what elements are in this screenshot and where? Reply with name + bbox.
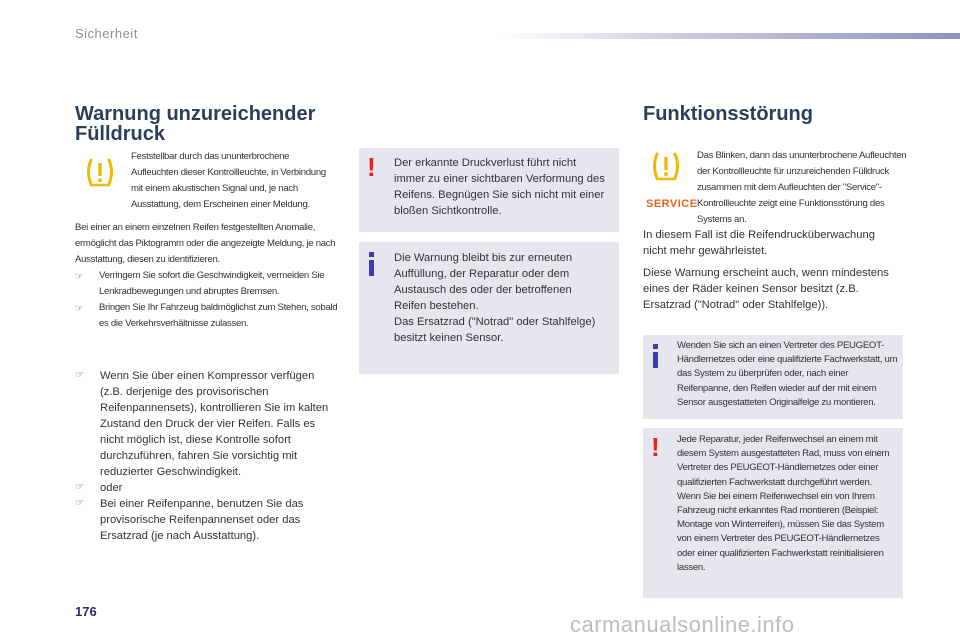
list-item: ☞ Bringen Sie Ihr Fahrzeug baldmöglichst zum Stehen, sobald es die Verkehrsverhältnisse zulassen. <box>75 300 340 332</box>
right-warning-box-text <box>677 433 899 575</box>
info-box-paragraph-2: Das Ersatzrad ("Notrad" oder Stahlfelge) besitzt keinen Sensor. <box>394 316 596 344</box>
warning-mark-icon: ! <box>367 152 376 182</box>
middle-warning-box <box>359 148 619 232</box>
warning-paragraph-1: Jede Reparatur, jeder Reifenwechsel an einem mit diesem System ausgestatteten Rad, muss von einem Vertreter des PEUGEOT-Händlernetzes oder einer qualifizierten Fachwerkstatt durchgeführt werden. <box>677 434 890 488</box>
left-paragraph-1 <box>75 220 340 332</box>
list-item-or: ☞ oder <box>75 480 340 496</box>
watermark: carmanualsonline.info <box>570 612 795 637</box>
right-info-box-text: Wenden Sie sich an einen Vertreter des PEUGEOT-Händlernetzes oder eine qualifizierte Fachwerkstatt, um das System zu überprüfen oder, nach einer Reifenpanne, den Reifen wieder auf der mit einem Sensor ausgestatteten Originalfelge zu montieren. <box>677 340 898 408</box>
service-warning-icon: SERVICE <box>646 198 698 210</box>
warning-paragraph-2: Wenn Sie bei einem Reifenwechsel ein von Ihrem Fahrzeug nicht erkanntes Rad montieren (Beispiel: Montage von Winterreifen), müssen Sie das System von einem Vertreter des PEUGEOT-Händlernetzes oder einer qualifizierten Fachwerkstatt reinitialisieren lassen. <box>677 490 884 573</box>
right-paragraph-1: In diesem Fall ist die Reifendrucküberwachung nicht mehr gewährleistet. <box>643 229 875 257</box>
info-box-paragraph-1: Die Warnung bleibt bis zur erneuten Auffüllung, der Reparatur oder dem Austausch des oder der betroffenen Reifen bestehen. <box>394 252 573 312</box>
right-paragraph-2: Diese Warnung erscheint auch, wenn mindestens eines der Räder keinen Sensor besitzt (z.B. Ersatzrad ("Notrad" oder Stahlfelge)). <box>643 267 889 311</box>
info-box-text <box>394 250 606 346</box>
small-bullet-list <box>75 268 340 332</box>
warning-mark-icon: ! <box>651 432 660 462</box>
left-action-list <box>75 368 340 544</box>
left-icon-caption: Feststellbar durch das ununterbrochene Aufleuchten dieser Kontrollleuchte, in Verbindung mit einem akustischen Signal und, je nach Ausstattung, dem Erscheinen einer Meldung. <box>131 151 326 210</box>
header-decoration-bar <box>500 33 960 39</box>
section-header: Sicherheit <box>75 26 138 41</box>
tire-pressure-warning-icon <box>650 150 682 182</box>
right-icon-caption: Das Blinken, dann das ununterbrochene Aufleuchten der Kontrollleuchte für unzureichenden Fülldruck zusammen mit dem Aufleuchten der "Service"-Kontrollleuchte zeigt eine Funktionsstörung des Systems an. <box>697 150 907 225</box>
left-section-title: Warnung unzureichender Fülldruck <box>75 103 316 145</box>
anomaly-paragraph: Bei einer an einem einzelnen Reifen festgestellten Anomalie, ermöglicht das Piktogramm oder die angezeigte Meldung, je nach Ausstattung, diesen zu identifizieren. <box>75 222 336 265</box>
right-section-title: Funktionsstörung <box>643 103 813 125</box>
list-item: ☞ Verringern Sie sofort die Geschwindigkeit, vermeiden Sie Lenkradbewegungen und abruptes Bremsen. <box>75 268 340 300</box>
middle-info-box <box>359 242 619 374</box>
warning-box-text: Der erkannte Druckverlust führt nicht immer zu einer sichtbaren Verformung des Reifens. Begnügen Sie sich nicht mit einer bloßen Sichtkontrolle. <box>394 157 605 217</box>
page-number: 176 <box>75 604 97 619</box>
right-body <box>643 227 893 319</box>
right-info-box <box>643 335 903 419</box>
tire-pressure-warning-icon <box>84 156 116 188</box>
right-warning-box <box>643 428 903 598</box>
list-item: ☞ Wenn Sie über einen Kompressor verfügen (z.B. derjenige des provisorischen Reifenpannensets), kontrollieren Sie im kalten Zustand den Druck der vier Reifen. Falls es nicht möglich ist, diese Kontrolle sofort durchzuführen, fahren Sie vorsichtig mit reduzierter Geschwindigkeit. <box>75 368 340 480</box>
list-item: ☞ Bei einer Reifenpanne, benutzen Sie das provisorische Reifenpannenset oder das Ersatzrad (je nach Ausstattung). <box>75 496 340 544</box>
